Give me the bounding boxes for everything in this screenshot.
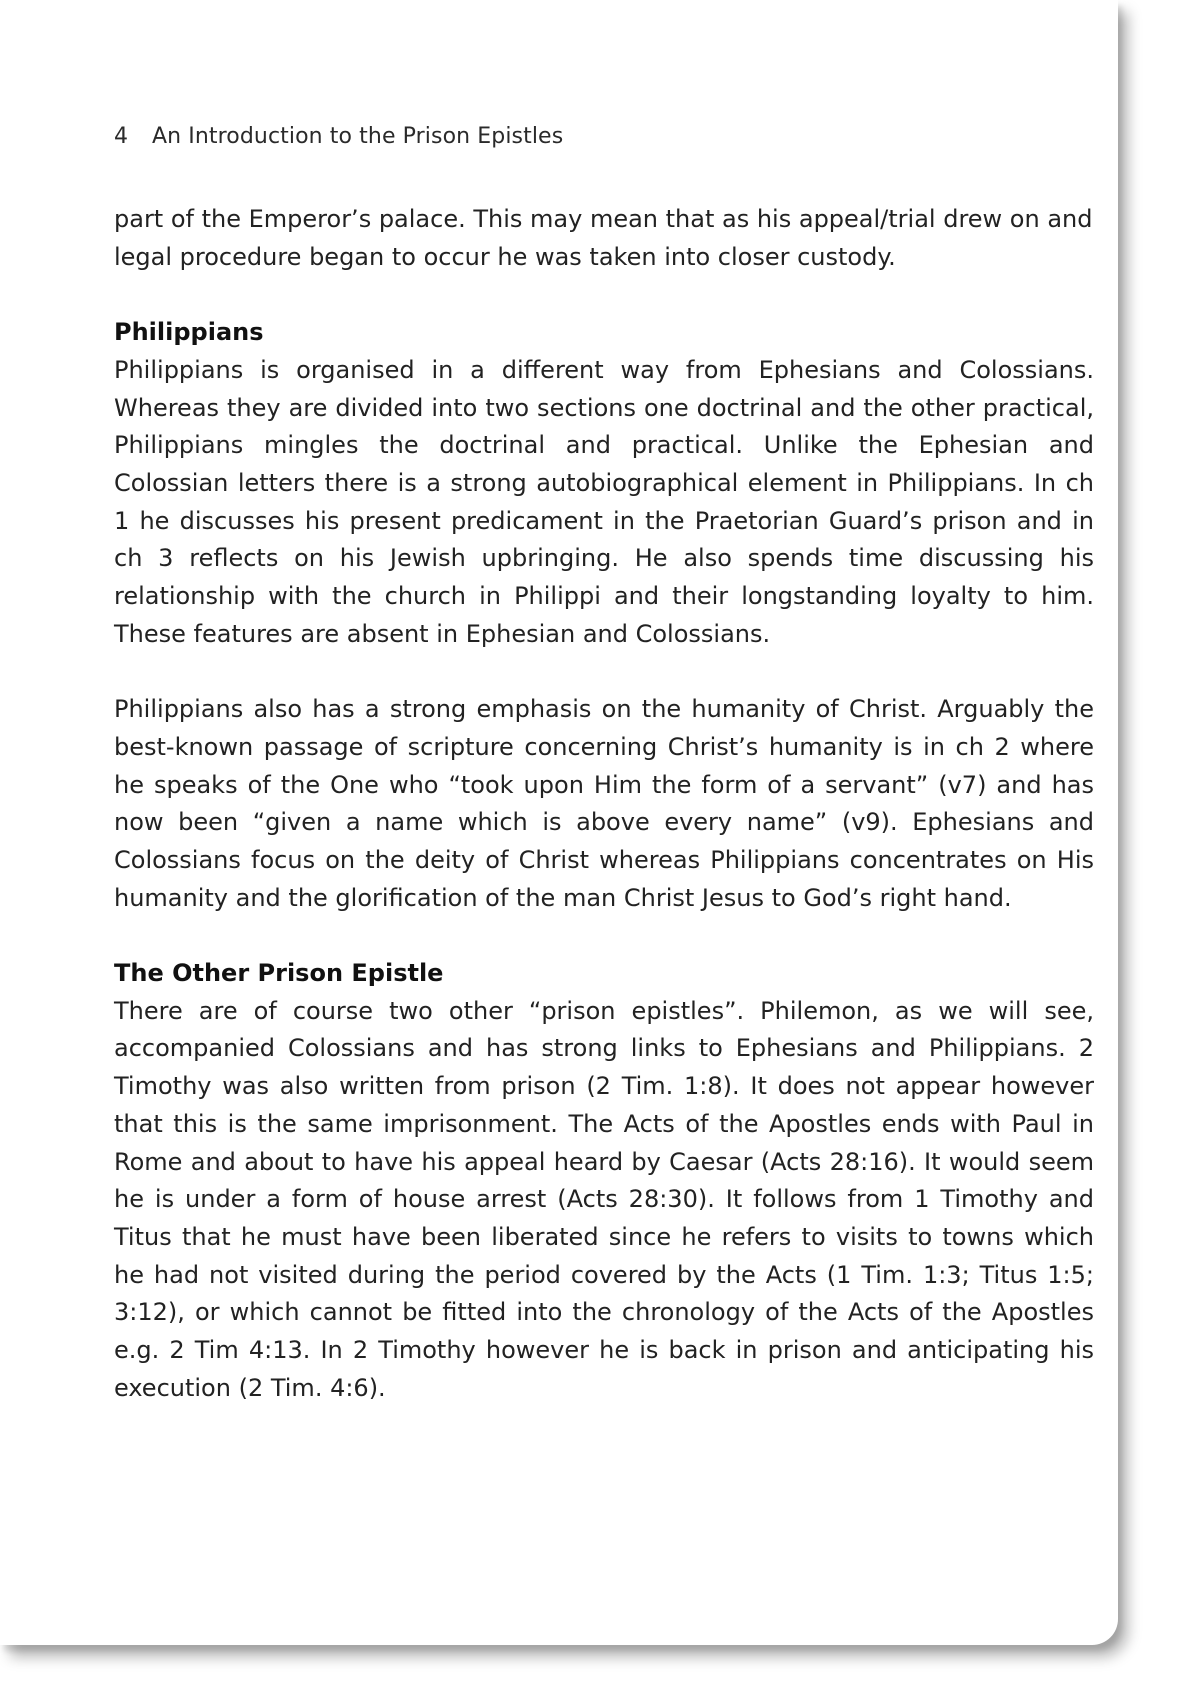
page-number: 4 <box>114 124 129 149</box>
philippians-paragraph-1: Philippians is organised in a different way from Ephesians and Colossians. Whereas they are divided into two sections one doctrinal and the other practical, Philippians mingles the doctrinal and practical. Unlike the Ephesian and Colossian letters there is a strong autobiographical element in Philippians. In ch 1 he discusses his present predicament in the Praetorian Guard’s prison and in ch 3 reflects on his Jewish upbringing. He also spends time discussing his relationship with the church in Philippi and their longstanding loyalty to him. These features are absent in Ephesian and Colossians. <box>114 355 1094 648</box>
intro-paragraph: part of the Emperor’s palace. This may mean that as his appeal/trial drew on and legal procedure began to occur he was taken into closer custody. <box>114 205 1093 271</box>
philippians-paragraph-2: Philippians also has a strong emphasis on the humanity of Christ. Arguably the best-known passage of scripture concerning Christ’s humanity is in ch 2 where he speaks of the One who “took upon Him the form of a servant” (v7) and has now been “given a name which is above every name” (v9). Ephesians and Colossians focus on the deity of Christ whereas Philippians concentrates on His humanity and the glorification of the man Christ Jesus to God’s right hand. <box>114 695 1094 912</box>
section-heading-other-prison-epistle: The Other Prison Epistle <box>114 959 444 988</box>
page-content <box>114 201 1094 1407</box>
other-epistle-paragraph-1: There are of course two other “prison epistles”. Philemon, as we will see, accompanied Colossians and has strong links to Ephesians and Philippians. 2 Timothy was also written from prison (2 Tim. 1:8). It does not appear however that this is the same imprisonment. The Acts of the Apostles ends with Paul in Rome and about to have his appeal heard by Caesar (Acts 28:16). It would seem he is under a form of house arrest (Acts 28:30). It follows from 1 Timothy and Titus that he must have been liberated since he refers to visits to towns which he had not visited during the period covered by the Acts (1 Tim. 1:3; Titus 1:5; 3:12), or which cannot be fitted into the chronology of the Acts of the Apostles e.g. 2 Tim 4:13. In 2 Timothy however he is back in prison and anticipating his execution (2 Tim. 4:6). <box>114 996 1094 1402</box>
running-header <box>114 124 563 149</box>
paragraph-spacer <box>114 276 1094 314</box>
book-title: An Introduction to the Prison Epistles <box>152 124 564 149</box>
section-heading-philippians: Philippians <box>114 318 264 347</box>
paragraph-spacer <box>114 917 1094 955</box>
paragraph-spacer <box>114 653 1094 691</box>
